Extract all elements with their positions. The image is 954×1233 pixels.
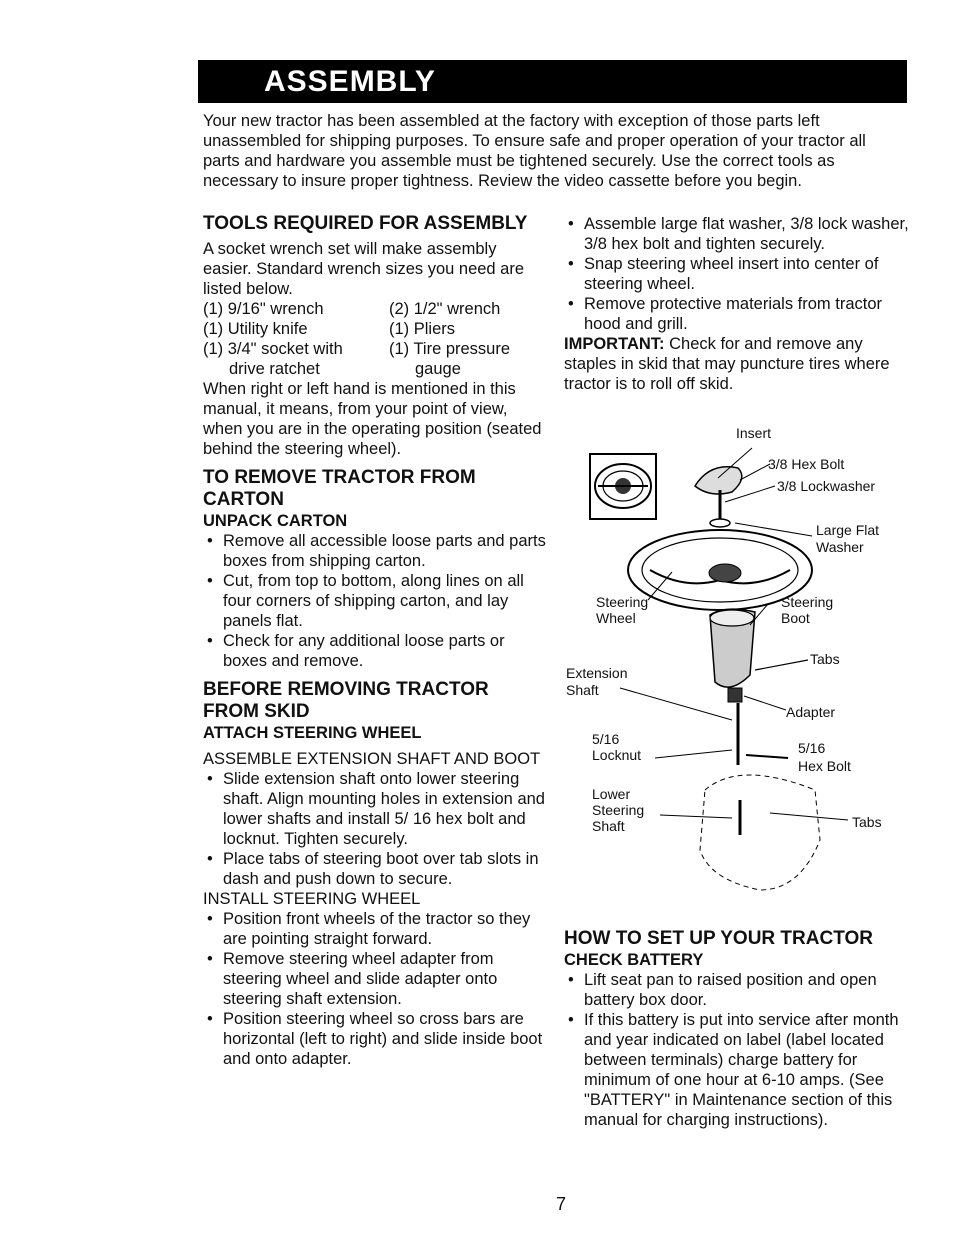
install-subheading: INSTALL STEERING WHEEL (203, 890, 421, 908)
label-washer: Washer (816, 539, 864, 555)
list-item: • Remove all accessible loose parts and parts boxes from shipping carton. (203, 531, 548, 571)
tools-list (203, 299, 548, 379)
tool-item: (1) Utility knife (203, 320, 308, 338)
tool-item: (1) 3/4" socket with (203, 340, 343, 358)
label-large-flat: Large Flat (816, 522, 880, 538)
tools-text: A socket wrench set will make assembly easier. Standard wrench sizes you need are listed below. (203, 240, 525, 298)
important-text: Check for and remove any staples in skid that may puncture tires where tractor is to roll off skid. (564, 335, 890, 393)
label-tabs-bottom: Tabs (852, 814, 882, 830)
steering-assembly-diagram (560, 420, 905, 910)
setup-section (564, 928, 914, 1130)
label-adapter: Adapter (786, 704, 836, 720)
battery-list (564, 970, 914, 1130)
unpack-list (203, 531, 548, 671)
section-banner: ASSEMBLY (198, 60, 907, 103)
tool-item: (1) 9/16" wrench (203, 300, 324, 318)
important-note (564, 334, 914, 394)
unpack-subheading: UNPACK CARTON (203, 512, 348, 530)
label-5-16-locknut: 5/16 (592, 731, 620, 747)
battery-subheading: CHECK BATTERY (564, 951, 704, 969)
list-item: • Place tabs of steering boot over tab slots in dash and push down to secure. (203, 849, 548, 889)
tool-item-cont: drive ratchet (229, 360, 320, 378)
label-steering-boot: Steering (781, 594, 834, 610)
list-item: • Snap steering wheel insert into center of steering wheel. (564, 254, 914, 294)
remove-heading: TO REMOVE TRACTOR FROM CARTON (203, 467, 476, 510)
intro-paragraph: Your new tractor has been assembled at the factory with exception of those parts left unassembled for shipping purposes. To ensure safe and proper operation of your tractor all parts and hardware you assemble must be tightened securely. Use the correct tools as necessary to insure proper tightness. Review the video cassette before you begin. (203, 112, 866, 190)
label-lower: Lower (592, 786, 631, 802)
label-tabs-top: Tabs (810, 651, 840, 667)
attach-subheading: ATTACH STEERING WHEEL (203, 724, 422, 742)
label-hex-bolt-lower: Hex Bolt (798, 758, 851, 774)
list-item: • Slide extension shaft onto lower steering shaft. Align mounting holes in extension and lower shafts and install 5/ 16 hex bolt and locknut. Tighten securely. (203, 769, 548, 849)
list-item: • Cut, from top to bottom, along lines on all four corners of shipping carton, and lay panels flat. (203, 571, 548, 631)
label-locknut: Locknut (592, 747, 642, 763)
right-column (564, 214, 914, 394)
before-heading: BEFORE REMOVING TRACTOR FROM SKID (203, 679, 489, 722)
list-item: • Assemble large flat washer, 3/8 lock washer, 3/8 hex bolt and tighten securely. (564, 214, 914, 254)
setup-heading: HOW TO SET UP YOUR TRACTOR (564, 928, 873, 949)
label-steering-wheel: Steering (596, 594, 649, 610)
assemble-subheading: ASSEMBLE EXTENSION SHAFT AND BOOT (203, 750, 541, 768)
tool-item-cont: gauge (415, 360, 461, 378)
label-shaft-lower: Shaft (592, 818, 625, 834)
label-shaft: Shaft (566, 682, 599, 698)
tool-item: (2) 1/2" wrench (389, 300, 501, 318)
install-list (203, 909, 548, 1069)
tools-heading: TOOLS REQUIRED FOR ASSEMBLY (203, 213, 528, 234)
tool-item: (1) Pliers (389, 320, 456, 338)
label-boot: Boot (781, 610, 810, 626)
list-item: • Position front wheels of the tractor so they are pointing straight forward. (203, 909, 548, 949)
list-item: • Lift seat pan to raised position and open battery box door. (564, 970, 914, 1010)
label-extension: Extension (566, 665, 628, 681)
hand-note: When right or left hand is mentioned in this manual, it means, from your point of view, when you are in the operating position (seated behind the steering wheel). (203, 380, 542, 458)
assemble-list (203, 769, 548, 889)
label-steering-lower: Steering (592, 802, 645, 818)
left-column (203, 213, 548, 1069)
label-wheel: Wheel (596, 610, 636, 626)
list-item: • If this battery is put into service after month and year indicated on label (label located between terminals) charge battery for minimum of one hour at 6-10 amps. (See "BATTERY" in Maintenance section of this manual for charging instructions). (564, 1010, 914, 1130)
list-item: • Remove protective materials from tractor hood and grill. (564, 294, 914, 334)
list-item: • Check for any additional loose parts or boxes and remove. (203, 631, 548, 671)
list-item: • Position steering wheel so cross bars are horizontal (left to right) and slide inside boot and onto adapter. (203, 1009, 548, 1069)
label-lockwasher: 3/8 Lockwasher (777, 478, 876, 494)
tool-item: (1) Tire pressure (389, 340, 511, 358)
page-number: 7 (556, 1194, 567, 1214)
important-label: IMPORTANT: (564, 335, 665, 353)
label-hex-bolt: 3/8 Hex Bolt (768, 456, 845, 472)
steering-list (564, 214, 914, 334)
label-insert: Insert (736, 425, 772, 441)
label-5-16-hex-bolt: 5/16 (798, 740, 826, 756)
list-item: • Remove steering wheel adapter from steering wheel and slide adapter onto steering shaft extension. (203, 949, 548, 1009)
